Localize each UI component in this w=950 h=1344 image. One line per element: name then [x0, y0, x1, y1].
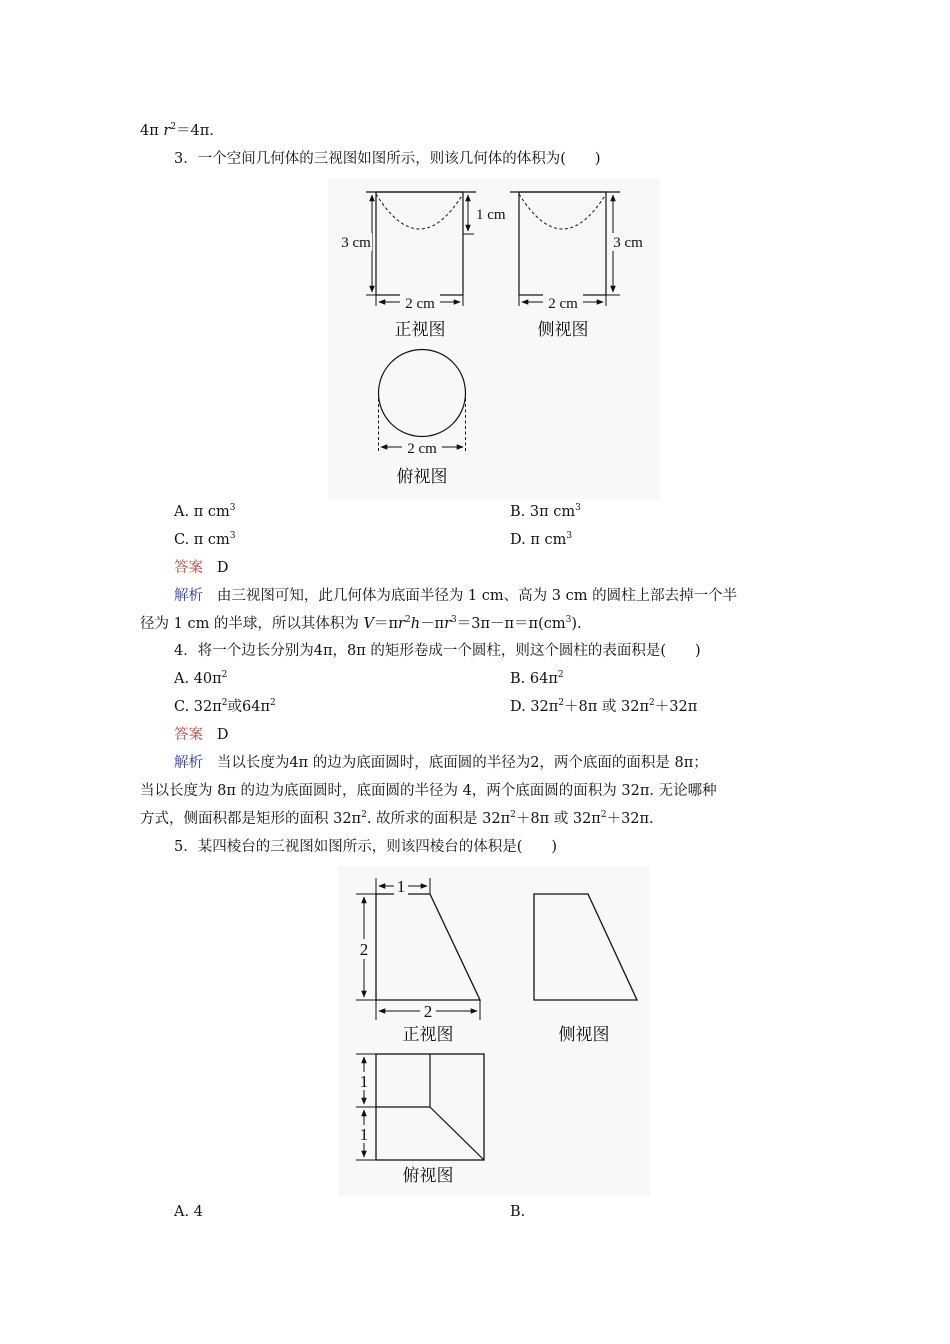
dim-top-upper: 1: [359, 1072, 369, 1091]
top-view-label: 俯视图: [402, 1166, 454, 1185]
q4-analysis-line-3: 方式，侧面积都是矩形的面积 $32\pi^2$. 故所求的面积是 $32\pi^2+8\pi$ 或 $32\pi^2+32\pi$.: [140, 810, 654, 827]
answer-label: 答案: [174, 560, 203, 576]
q5-option-b: B.: [510, 1204, 526, 1220]
side-view-label: 侧视图: [537, 320, 589, 339]
side-view-label: 侧视图: [558, 1025, 610, 1044]
dim-front-top: 1 cm: [476, 207, 506, 223]
dim-top-lower: 1: [359, 1125, 369, 1144]
q4-option-d: D. $32\pi^2+8\pi$ 或 $32\pi^2+32\pi$: [510, 698, 698, 715]
question-4: 4．将一个边长分别为4π，8π 的矩形卷成一个圆柱，则这个圆柱的表面积是( ): [174, 643, 701, 659]
prev-answer-tail: 4π $r^2=4\pi$.: [140, 122, 214, 139]
q3-analysis-line-2: 径为 1 cm 的半球，所以其体积为 $V=\pi r^2h-\pi r^3=3\pi-\pi=\pi(cm^3)$.: [140, 615, 582, 632]
dim-top-width: 2 cm: [407, 441, 437, 457]
q3-option-b: B. 3π $cm^3$: [510, 503, 581, 520]
q3-answer: 答案 D: [174, 560, 229, 576]
q3-option-a: A. π $cm^3$: [174, 503, 236, 520]
analysis-label: 解析: [174, 588, 203, 604]
q4-option-c: C. $32\pi^2$或$64\pi^2$: [174, 698, 276, 715]
question-5: 5．某四棱台的三视图如图所示，则该四棱台的体积是( ): [174, 839, 558, 855]
dim-side-height: 3 cm: [613, 235, 643, 251]
q4-option-b: B. $64\pi^2$: [510, 670, 564, 687]
q3-analysis-line-1: 解析 由三视图可知，此几何体为底面半径为 1 cm、高为 3 cm 的圆柱上部去掉一个半: [174, 588, 738, 604]
dim-front-width: 2 cm: [405, 296, 435, 312]
figure-three-views-frustum: [338, 866, 650, 1196]
front-view-label: 正视图: [402, 1025, 454, 1044]
q4-option-a: A. $40\pi^2$: [174, 670, 228, 687]
q3-option-c: C. π $cm^3$: [174, 531, 236, 548]
q5-option-a: A. 4: [174, 1204, 203, 1220]
front-view-label: 正视图: [394, 320, 446, 339]
q4-answer: 答案 D: [174, 727, 229, 743]
top-view-label: 俯视图: [396, 467, 448, 486]
dim-front-bottom: 2: [423, 1002, 433, 1021]
dim-side-width: 2 cm: [548, 296, 578, 312]
dim-front-height: 3 cm: [341, 235, 371, 251]
q4-analysis-line-2: 当以长度为 8π 的边为底面圆时，底面圆的半径为 4，两个底面圆的面积为 32π. 无论哪种: [140, 783, 717, 799]
dim-front-height: 2: [359, 940, 369, 959]
q4-analysis-line-1: 解析 当以长度为4π 的边为底面圆时，底面圆的半径为2，两个底面的面积是 8π；: [174, 755, 708, 771]
q3-option-d: D. π $cm^3$: [510, 531, 573, 548]
figure-three-views-cylinder: [328, 178, 660, 500]
dim-front-top: 1: [396, 877, 406, 896]
question-3: 3．一个空间几何体的三视图如图所示，则该几何体的体积为( ): [174, 151, 601, 167]
